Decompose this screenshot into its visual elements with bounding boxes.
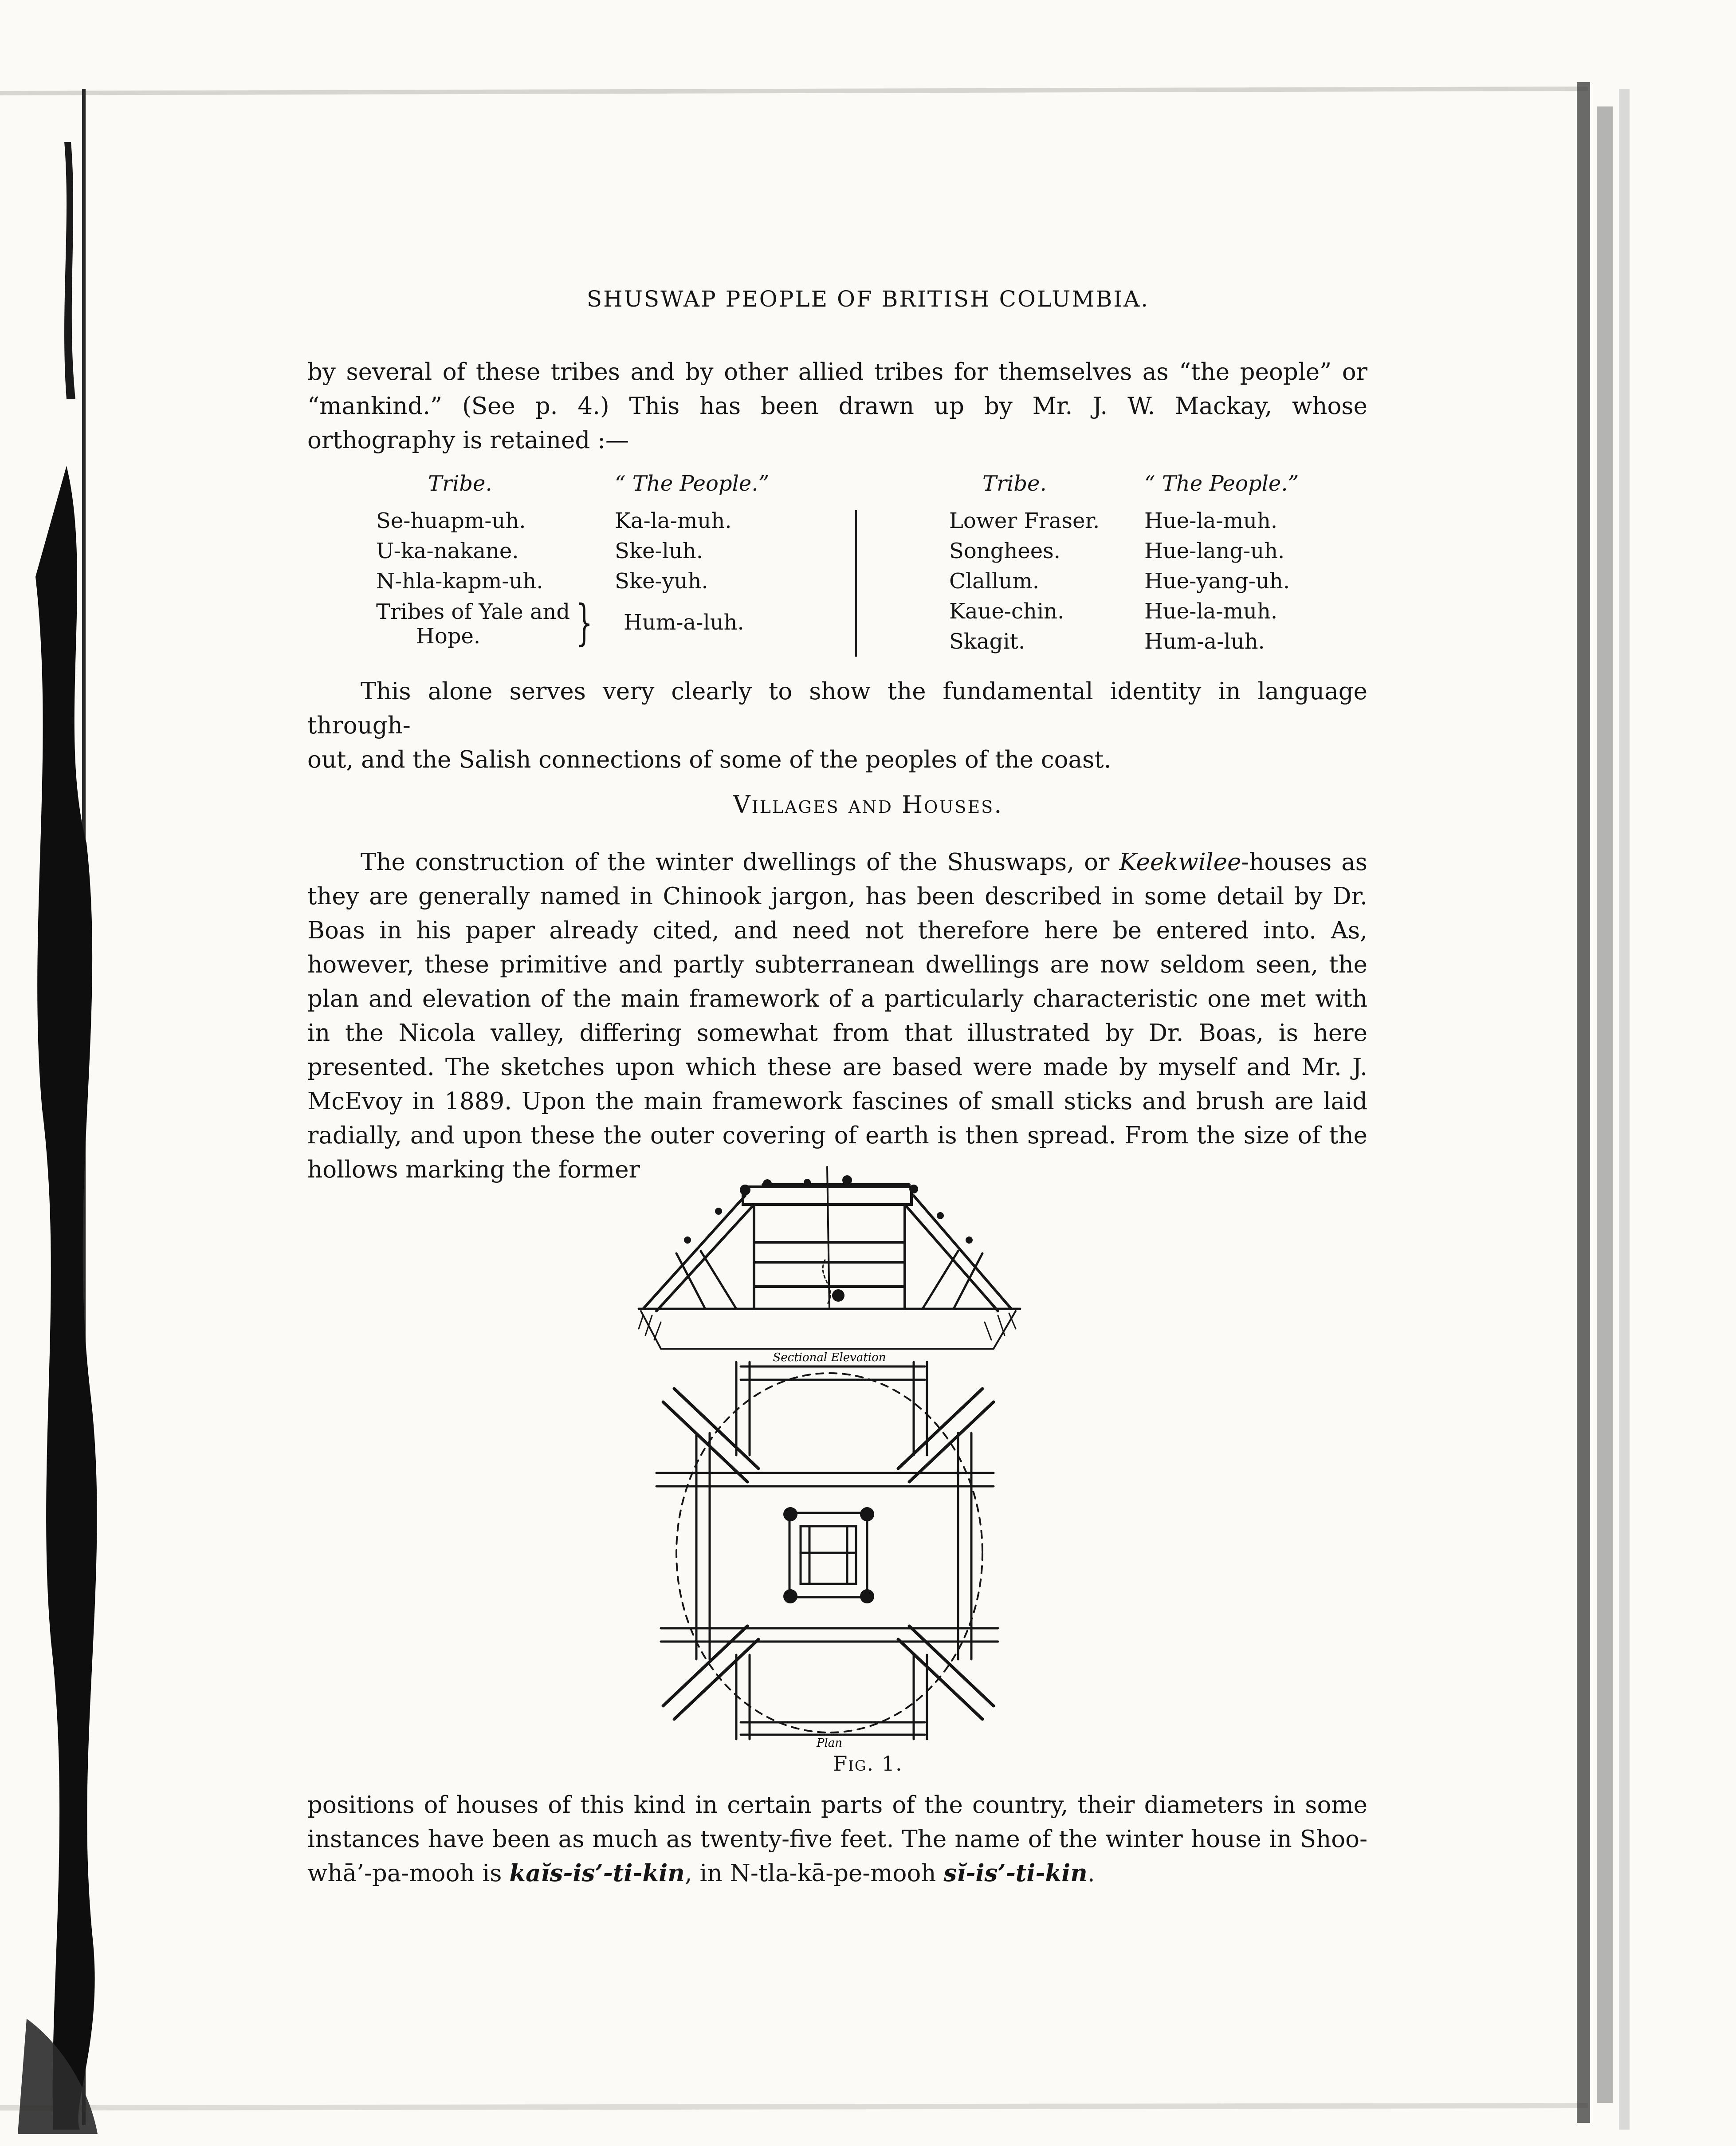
table-cell: Hue-la-muh.	[1144, 599, 1278, 624]
section-heading: Villages and Houses.	[733, 791, 1003, 819]
term-shoowhapamooh: kaĭs-is’-ti-kin	[509, 1859, 685, 1887]
table-cell: Songhees.	[949, 539, 1061, 563]
table-cell: Hum-a-luh.	[1144, 629, 1265, 654]
table-cell: Kaue-chin.	[949, 599, 1064, 624]
right-people-column	[1144, 506, 1290, 657]
body-text-rest: -houses as they are generally named in Chinook jargon, has been described in some detail by Dr. Boas in his paper already cited, and need not therefore here be entered into. As, however, these primitive and partly subterranean dwellings are now seldom seen, the plan and elevation of the main framework of a particularly characteristic one met with in the Nicola valley, differing somewhat from that illustrated by Dr. Boas, is here presented. The sketches upon which these are based were made by myself and Mr. J. McEvoy in 1889. Upon the main framework fascines of small sticks and brush are laid radially, and upon these the outer covering of earth is then spread. From the size of the hollows marking the former	[307, 849, 1368, 1183]
left-people-column	[615, 506, 744, 638]
closing-end: .	[1087, 1860, 1095, 1887]
table-cell: Hue-la-muh.	[1144, 508, 1278, 533]
sectional-elevation-drawing	[639, 1167, 1020, 1349]
left-tribe-column	[376, 506, 570, 649]
table-cell: Hue-lang-uh.	[1144, 539, 1285, 563]
figure-1	[630, 1162, 1029, 1748]
table-cell: Clallum.	[949, 569, 1040, 594]
table-cell: N-hla-kapm-uh.	[376, 569, 543, 594]
table-cell: Hum-a-luh.	[624, 610, 744, 635]
closing-mid: , in N-tla-kā-pe-mooh	[684, 1860, 944, 1887]
table-cell: Hue-yang-uh.	[1144, 569, 1290, 594]
table-cell: Lower Fraser.	[949, 508, 1100, 533]
table-cell: Tribes of Yale and	[376, 599, 570, 624]
after-table-line-2: out, and the Salish connections of some of the peoples of the coast.	[307, 746, 1112, 773]
table-cell: Skagit.	[949, 629, 1025, 654]
brace-symbol: }	[576, 594, 593, 651]
intro-line-2: “mankind.” (See p. 4.) This has been drawn up by Mr. J. W. Mackay, whose	[307, 393, 1367, 420]
table-cell: Ske-luh.	[615, 539, 703, 563]
header-tribe-right: Tribe.	[982, 471, 1047, 496]
table-divider	[855, 510, 857, 657]
table-cell: Se-huapm-uh.	[376, 508, 526, 533]
figure-caption: Fig. 1.	[833, 1752, 903, 1776]
after-table-paragraph	[307, 674, 1367, 777]
intro-paragraph	[307, 355, 1367, 457]
header-tribe-left: Tribe.	[428, 471, 492, 496]
right-tribe-column	[949, 506, 1100, 657]
running-head: SHUSWAP PEOPLE OF BRITISH COLUMBIA.	[586, 286, 1150, 312]
after-table-line-1: This alone serves very clearly to show the fundamental identity in language through-	[307, 678, 1367, 739]
body-paragraph	[307, 845, 1367, 1187]
body-italic-term: Keekwilee	[1119, 849, 1241, 876]
elevation-label: Sectional Elevation	[773, 1351, 886, 1364]
table-cell: Hope.	[416, 624, 481, 649]
intro-line-3: orthography is retained :—	[307, 427, 629, 454]
plan-drawing	[656, 1362, 998, 1739]
table-cell: Ka-la-muh.	[615, 508, 732, 533]
body-text: The construction of the winter dwellings of the Shuswaps, or	[361, 849, 1119, 876]
table-cell: U-ka-nakane.	[376, 539, 519, 563]
term-ntlakapemooh: sĭ-is’-ti-kin	[943, 1859, 1088, 1887]
closing-text: positions of houses of this kind in certain parts of the country, their diameters in some instances have been as much as twenty-five feet. The name of the winter house in Shoo-whā’-pa-mooh is	[307, 1792, 1367, 1887]
table-cell: Ske-yuh.	[615, 569, 708, 594]
header-people-left: “ The People.”	[615, 471, 770, 496]
intro-line-1: by several of these tribes and by other allied tribes for themselves as “the people” or	[307, 358, 1367, 386]
plan-label: Plan	[816, 1736, 843, 1748]
header-people-right: “ The People.”	[1144, 471, 1299, 496]
closing-paragraph	[307, 1788, 1367, 1890]
